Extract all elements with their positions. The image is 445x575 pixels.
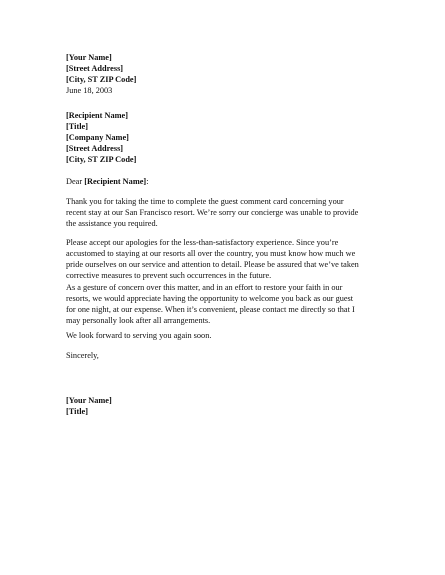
paragraph-line: recent stay at our San Francisco resort. We’re sorry our concierge was unable to provide <box>66 208 359 218</box>
paragraph-line: accustomed to staying at our resorts all over the country, you must know how much we <box>66 249 356 259</box>
recipient-street: [Street Address] <box>66 144 124 154</box>
closing <box>66 350 398 361</box>
sender-address-block <box>66 52 398 96</box>
sender-city: [City, ST ZIP Code] <box>66 75 137 85</box>
paragraph-line: corrective measures to prevent such occurrences in the future. <box>66 271 272 281</box>
salutation-suffix: : <box>146 177 149 186</box>
signature-name: [Your Name] <box>66 396 112 405</box>
recipient-company: [Company Name] <box>66 133 129 143</box>
salutation <box>66 176 398 187</box>
recipient-address-block <box>66 110 398 165</box>
paragraph-line: resorts, we would appreciate having the opportunity to welcome you back as our guest <box>66 294 354 304</box>
paragraph-line: Thank you for taking the time to complete the guest comment card concerning your <box>66 197 344 206</box>
body-paragraph-3 <box>66 282 398 326</box>
body-paragraph-4 <box>66 330 398 341</box>
sender-street: [Street Address] <box>66 64 124 74</box>
paragraph-line: the assistance you required. <box>66 219 158 229</box>
recipient-title: [Title] <box>66 122 88 132</box>
body-paragraph-1 <box>66 196 398 229</box>
closing-text: Sincerely, <box>66 351 99 360</box>
salutation-prefix: Dear <box>66 177 85 186</box>
signature-block <box>66 395 398 417</box>
paragraph-line: We look forward to serving you again soon. <box>66 331 212 340</box>
recipient-name: [Recipient Name] <box>66 111 128 120</box>
signature-title: [Title] <box>66 407 88 417</box>
paragraph-line: may personally look after all arrangements. <box>66 316 211 326</box>
sender-name: [Your Name] <box>66 53 112 62</box>
letter-date: June 18, 2003 <box>66 86 113 96</box>
recipient-city: [City, ST ZIP Code] <box>66 155 137 165</box>
paragraph-line: pride ourselves on our service and attention to detail. Please be assured that we’ve taken <box>66 260 359 270</box>
paragraph-line: Please accept our apologies for the less-than-satisfactory experience. Since you’re <box>66 238 339 247</box>
paragraph-line: As a gesture of concern over this matter, and in an effort to restore your faith in our <box>66 283 343 292</box>
salutation-recipient-name: [Recipient Name] <box>84 177 147 186</box>
body-paragraph-2 <box>66 237 398 281</box>
paragraph-line: for one night, at our expense. When it’s convenient, please contact me directly so that I <box>66 305 355 315</box>
